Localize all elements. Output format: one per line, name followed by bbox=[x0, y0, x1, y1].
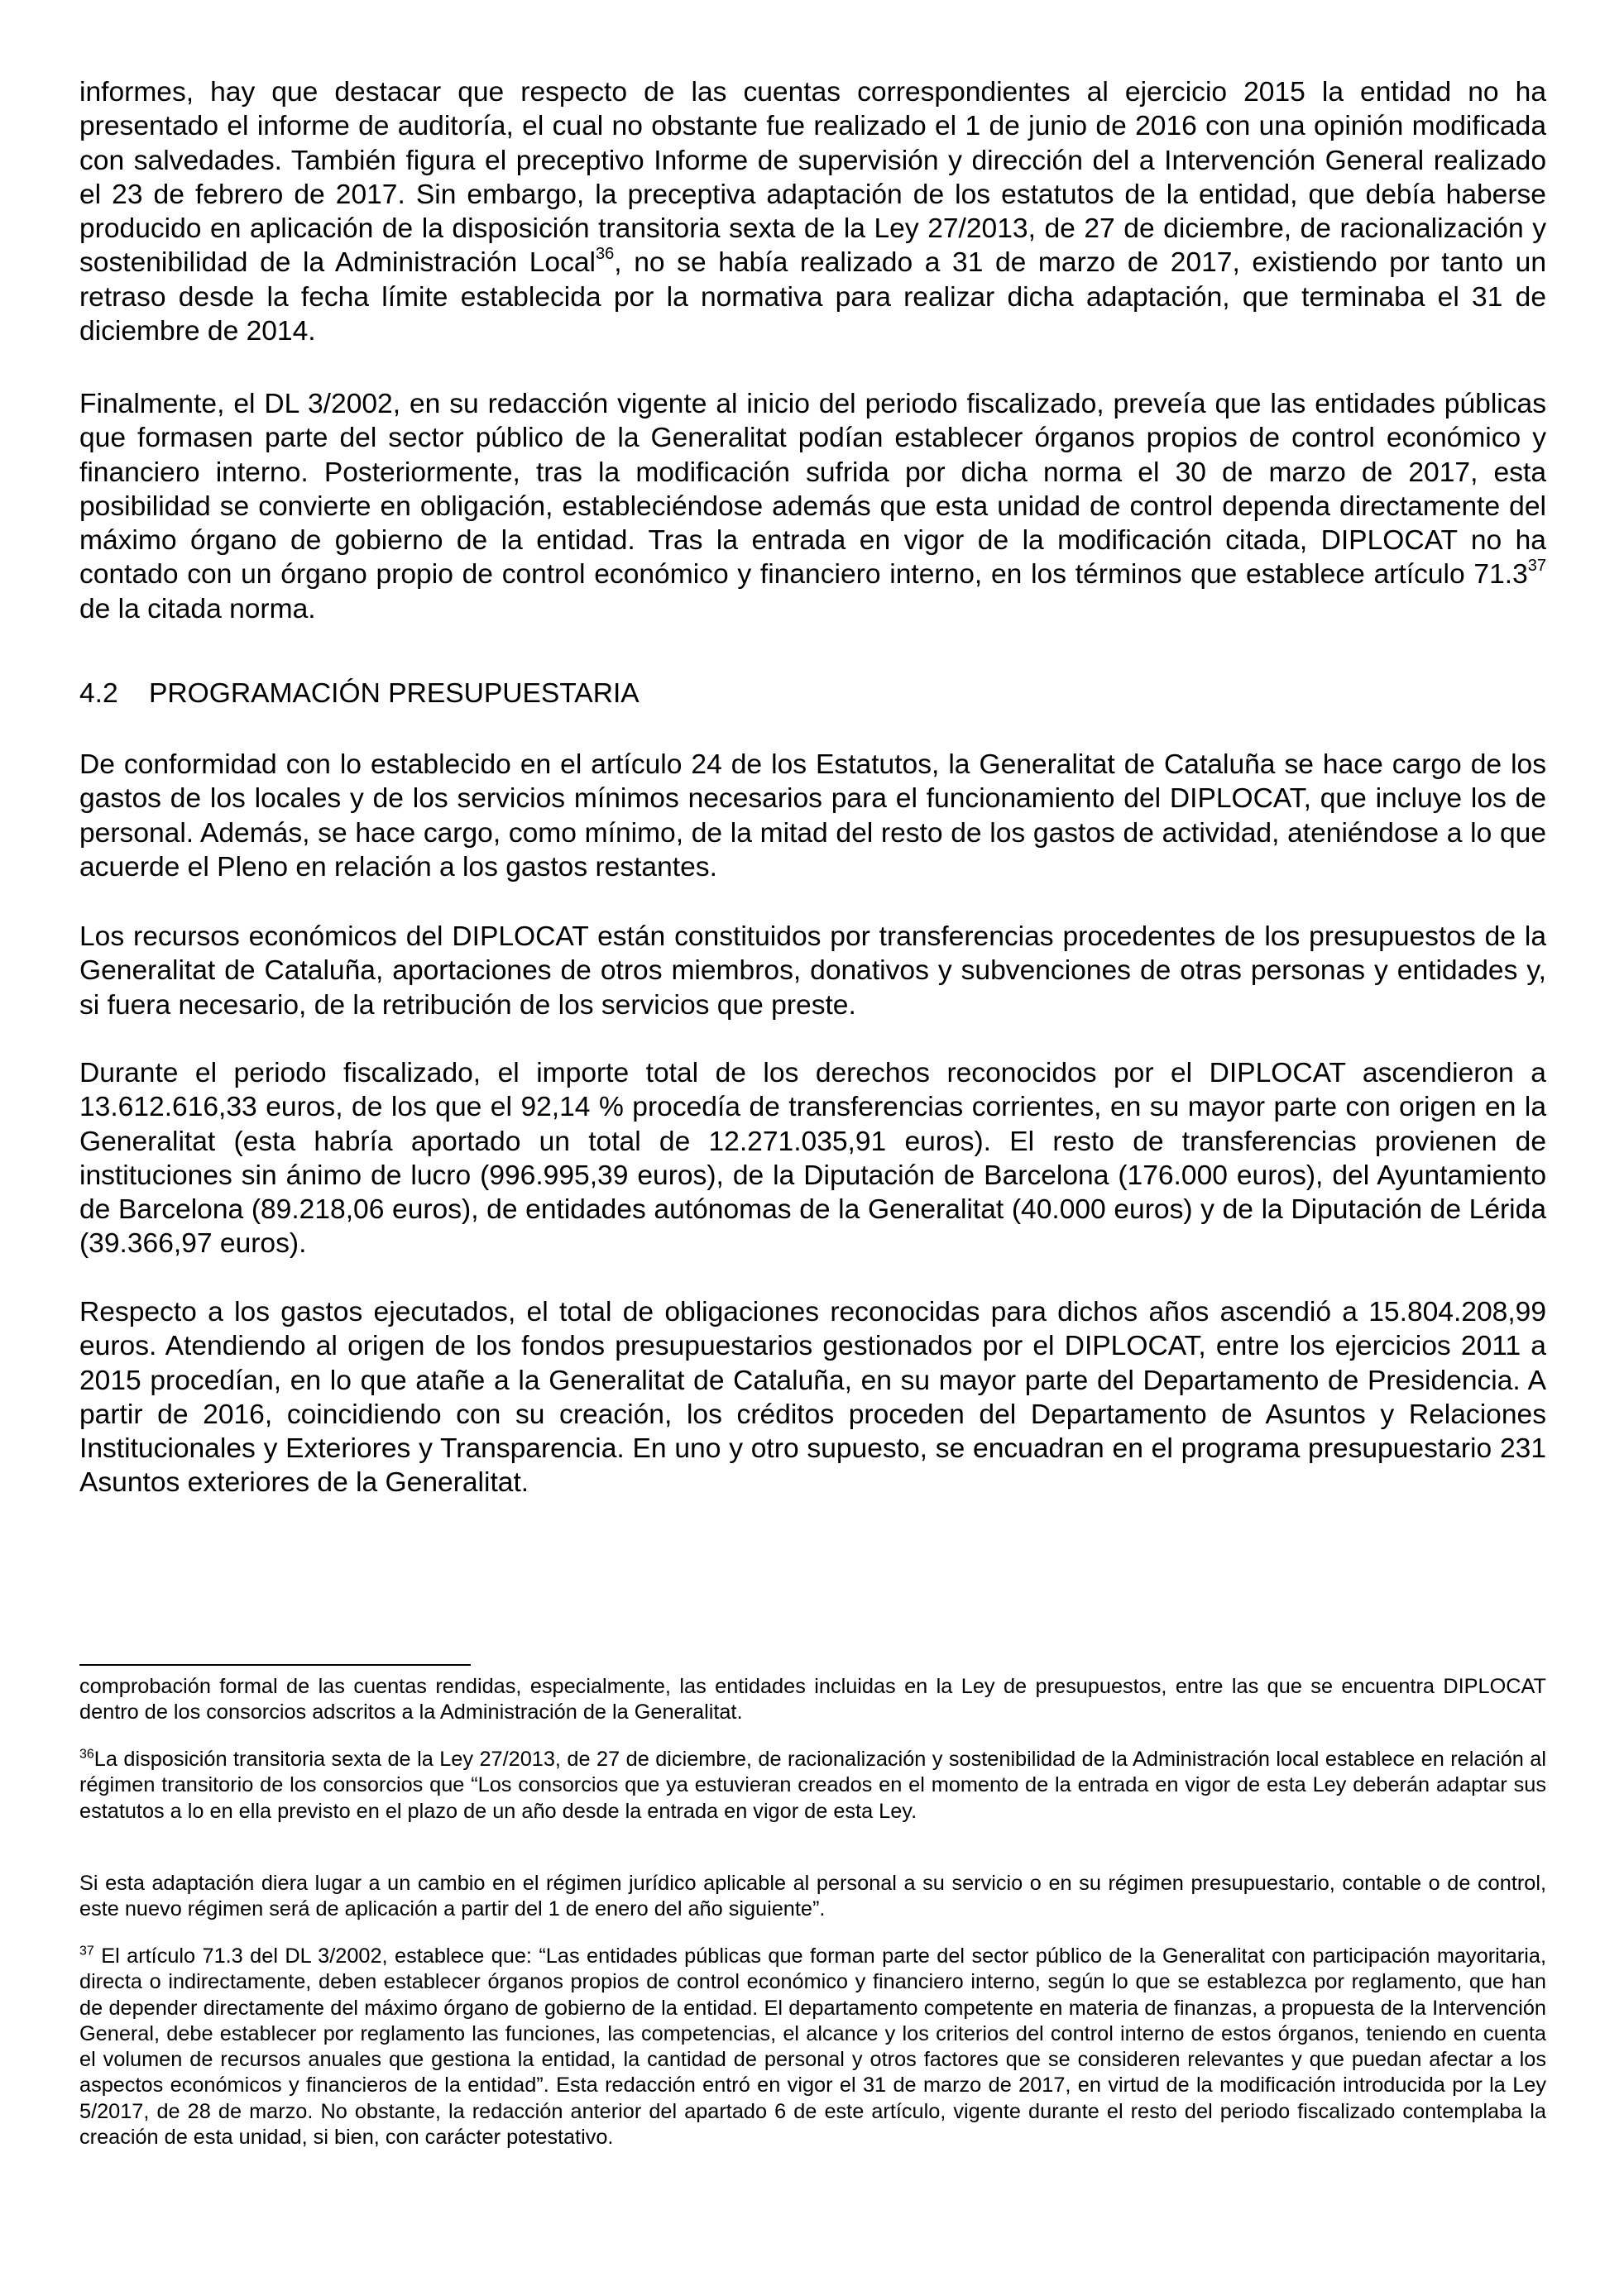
paragraph-expenses: Respecto a los gastos ejecutados, el total de obligaciones reconocidas para dichos años ascendió a 15.804.208,99 euros. Atendiendo al origen de los fondos presupuestarios gestionados por el DIPLOCAT, entre los ejercicios 2011 a 2015 procedían, en lo que atañe a la Generalitat de Cataluña, en su mayor parte del Departamento de Presidencia. A partir de 2016, coincidiendo con su creación, los créditos proceden del Departamento de Asuntos y Relaciones Institucionales y Exteriores y Transparencia. En uno y otro supuesto, se encuadran en el programa presupuestario 231 Asuntos exteriores de la Generalitat. bbox=[79, 1297, 1546, 1499]
section-heading bbox=[79, 677, 640, 710]
footnote-ref-37[interactable]: 37 bbox=[1527, 557, 1546, 576]
paragraph-statutes: De conformidad con lo establecido en el artículo 24 de los Estatutos, la Generalitat de Cataluña se hace cargo de los gastos de los locales y de los servicios mínimos necesarios para el funcionamiento del DIPLOCAT, que incluye los de personal. Además, se hace cargo, como mínimo, de la mitad del resto de los gastos de actividad, ateniéndose a lo que acuerde el Pleno en relación a los gastos restantes. bbox=[79, 749, 1546, 883]
footnote-37 bbox=[79, 1944, 1546, 2150]
footnote-36-text: La disposición transitoria sexta de la Ley 27/2013, de 27 de diciembre, de racionalización y sostenibilidad de la Administración local establece en relación al régimen transitorio de los consorcios que “Los consorcios que ya estuvieran creados en el momento de la entrada en vigor de esta Ley deberán adaptar sus estatutos a lo en ella previsto en el plazo de un año desde la entrada en vigor de esta Ley. bbox=[79, 1748, 1546, 1823]
paragraph-revenue: Durante el periodo fiscalizado, el importe total de los derechos reconocidos por el DIPLOCAT ascendieron a 13.612.616,33 euros, de los que el 92,14 % procedía de transferencias corrientes, en su mayor parte con origen en la Generalitat (esta habría aportado un total de 12.271.035,91 euros). El resto de transferencias provienen de instituciones sin ánimo de lucro (996.995,39 euros), de la Diputación de Barcelona (176.000 euros), del Ayuntamiento de Barcelona (89.218,06 euros), de entidades autónomas de la Generalitat (40.000 euros) y de la Diputación de Lérida (39.366,97 euros). bbox=[79, 1058, 1546, 1260]
footnote-continuation: comprobación formal de las cuentas rendidas, especialmente, las entidades incluidas en la Ley de presupuestos, entre las que se encuentra DIPLOCAT dentro de los consorcios adscritos a la Administración de la Generalitat. bbox=[79, 1675, 1546, 1724]
section-title: PROGRAMACIÓN PRESUPUESTARIA bbox=[149, 678, 640, 709]
paragraph-internal-control: Finalmente, el DL 3/2002, en su redacción vigente al inicio del periodo fiscalizado, preveía que las entidades públicas que formasen parte del sector público de la Generalitat podían establecer órganos propios de control económico y financiero interno. Posteriormente, tras la modificación sufrida por dicha norma el 30 de marzo de 2017, esta posibilidad se convierte en obligación, estableciéndose además que esta unidad de control dependa directamente del máximo órgano de gobierno de la entidad. Tras la entrada en vigor de la modificación citada, DIPLOCAT no ha contado con un órgano propio de control económico y financiero interno, en los términos que establece artículo 71.3$^{37}$ de la citada norma. bbox=[79, 389, 1546, 624]
footnote-36 bbox=[79, 1747, 1546, 1825]
footnote-36-continued: Si esta adaptación diera lugar a un cambio en el régimen jurídico aplicable al personal a su servicio o en su régimen presupuestario, contable o de control, este nuevo régimen será de aplicación a partir del 1 de enero del año siguiente”. bbox=[79, 1872, 1546, 1921]
footnote-37-text: El artículo 71.3 del DL 3/2002, establece que: “Las entidades públicas que forman parte del sector público de la Generalitat con participación mayoritaria, directa o indirectamente, deben establecer órganos propios de control económico y financiero interno, según lo que se establezca por reglamento, que han de depender directamente del máximo órgano de gobierno de la entidad. El departamento competente en materia de finanzas, a propuesta de la Intervención General, debe establecer por reglamento las funciones, las competencias, el alcance y los criterios del control interno de estos órganos, teniendo en cuenta el volumen de recursos anuales que gestiona la entidad, la cantidad de personal y otros factores que se consideren relevantes y que puedan afectar a los aspectos económicos y financieros de la entidad”. Esta redacción entró en vigor el 31 de marzo de 2017, en virtud de la modificación introducida por la Ley 5/2017, de 28 de marzo. No obstante, la redacción anterior del apartado 6 de este artículo, vigente durante el resto del periodo fiscalizado contemplaba la creación de esta unidad, si bien, con carácter potestativo. bbox=[79, 1944, 1546, 2150]
footnote-36-number: 36 bbox=[79, 1747, 94, 1762]
paragraph-audit-report: informes, hay que destacar que respecto de las cuentas correspondientes al ejercicio 2015 la entidad no ha presentado el informe de auditoría, el cual no obstante fue realizado el 1 de junio de 2016 con una opinión modificada con salvedades. También figura el preceptivo Informe de supervisión y dirección del a Intervención General realizado el 23 de febrero de 2017. Sin embargo, la preceptiva adaptación de los estatutos de la entidad, que debía haberse producido en aplicación de la disposición transitoria sexta de la Ley 27/2013, de 27 de diciembre, de racionalización y sostenibilidad de la Administración Local$^{36}$, no se había realizado a 31 de marzo de 2017, existiendo por tanto un retraso desde la fecha límite establecida por la normativa para realizar dicha adaptación, que terminaba el 31 de diciembre de 2014. bbox=[79, 77, 1546, 347]
section-number: 4.2 bbox=[79, 678, 118, 709]
footnote-37-number: 37 bbox=[79, 1944, 94, 1959]
footnote-ref-36[interactable]: 36 bbox=[596, 245, 615, 264]
footnote-separator bbox=[79, 1664, 471, 1666]
paragraph-resources: Los recursos económicos del DIPLOCAT están constituidos por transferencias procedentes de los presupuestos de la Generalitat de Cataluña, aportaciones de otros miembros, donativos y subvenciones de otras personas y entidades y, si fuera necesario, de la retribución de los servicios que preste. bbox=[79, 921, 1546, 1021]
